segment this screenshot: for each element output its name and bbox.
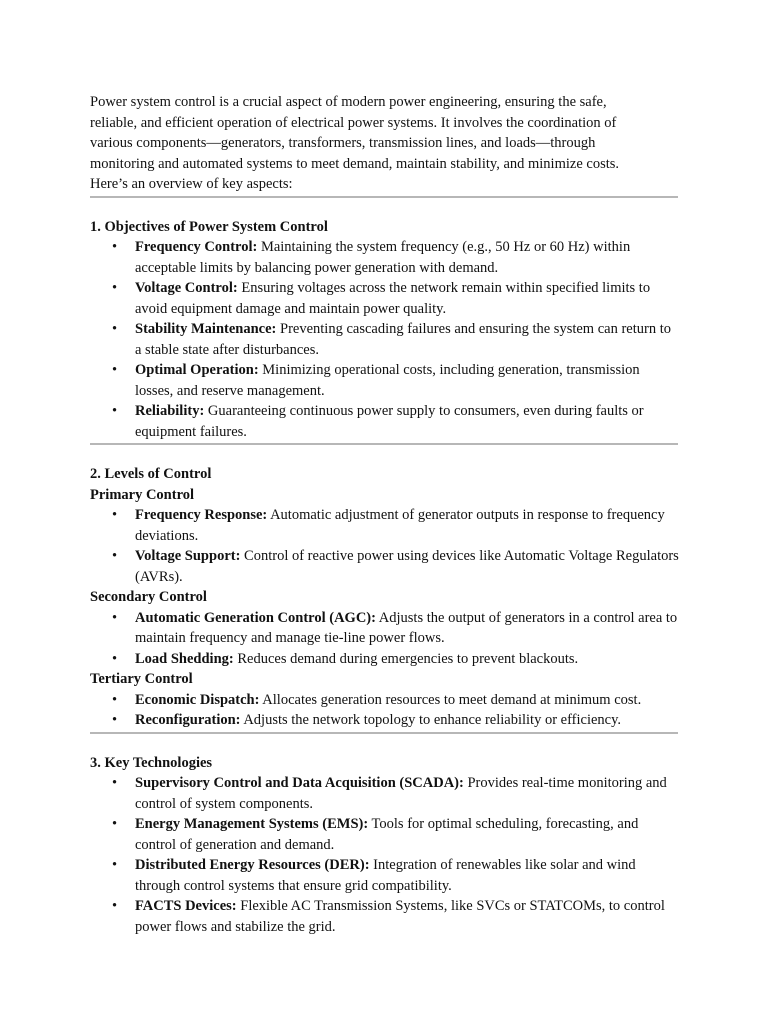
- list-item: [90, 505, 680, 546]
- list-item: [90, 814, 680, 855]
- item-text: Preventing cascading failures and ensuring the system can return to a stable state after disturbances.: [135, 321, 671, 358]
- list-item: [90, 360, 680, 401]
- subheading-secondary-control: Secondary Control: [90, 589, 207, 605]
- item-term: Voltage Support:: [135, 548, 241, 564]
- bullet-icon: •: [112, 239, 118, 255]
- bullet-list: [90, 690, 680, 731]
- list-item: [90, 773, 680, 814]
- item-text: Provides real-time monitoring and control of system components.: [135, 775, 667, 812]
- section-divider: [90, 196, 678, 198]
- bullet-list: [90, 237, 680, 442]
- item-term: Voltage Control:: [135, 280, 238, 296]
- item-term: Frequency Control:: [135, 239, 258, 255]
- section-heading: 2. Levels of Control: [90, 466, 212, 482]
- item-term: Reliability:: [135, 403, 205, 419]
- bullet-icon: •: [112, 775, 118, 791]
- section-divider: [90, 443, 678, 445]
- list-item: [90, 319, 680, 360]
- list-item: [90, 855, 680, 896]
- section-objectives: [90, 217, 680, 443]
- item-text: Flexible AC Transmission Systems, like SVCs or STATCOMs, to control power flows and stabilize the grid.: [135, 898, 665, 935]
- item-term: FACTS Devices:: [135, 898, 237, 914]
- section-heading: 1. Objectives of Power System Control: [90, 218, 328, 235]
- list-item: [90, 649, 680, 670]
- bullet-icon: •: [112, 898, 118, 914]
- item-term: Supervisory Control and Data Acquisition (SCADA):: [135, 775, 464, 791]
- item-text: Reduces demand during emergencies to prevent blackouts.: [233, 650, 579, 667]
- list-item: [90, 401, 680, 442]
- list-item: [90, 896, 680, 937]
- bullet-icon: •: [112, 816, 118, 832]
- item-term: Economic Dispatch:: [135, 691, 260, 708]
- bullet-icon: •: [112, 403, 118, 419]
- bullet-icon: •: [112, 609, 118, 626]
- section-levels-of-control: [90, 464, 680, 731]
- item-text: Integration of renewables like solar and wind through control systems that ensure grid compatibility.: [135, 857, 636, 894]
- item-text: Guaranteeing continuous power supply to consumers, even during faults or equipment failures.: [135, 403, 644, 440]
- list-item: [90, 237, 680, 278]
- list-item: [90, 608, 680, 649]
- document-page: [90, 92, 680, 937]
- item-text: Control of reactive power using devices like Automatic Voltage Regulators (AVRs).: [135, 548, 679, 585]
- subheading-tertiary-control: Tertiary Control: [90, 671, 193, 687]
- item-text: Tools for optimal scheduling, forecasting, and control of generation and demand.: [135, 816, 639, 853]
- item-term: Optimal Operation:: [135, 362, 259, 378]
- item-text: Allocates generation resources to meet demand at minimum cost.: [259, 691, 642, 708]
- item-term: Stability Maintenance:: [135, 321, 277, 337]
- bullet-icon: •: [112, 507, 118, 523]
- bullet-icon: •: [112, 321, 118, 337]
- bullet-icon: •: [112, 712, 118, 728]
- item-text: Automatic adjustment of generator outputs in response to frequency deviations.: [135, 507, 665, 544]
- list-item: [90, 278, 680, 319]
- section-divider: [90, 732, 678, 734]
- item-text: Minimizing operational costs, including generation, transmission losses, and reserve management.: [135, 362, 640, 399]
- bullet-icon: •: [112, 650, 118, 667]
- subheading-primary-control: Primary Control: [90, 486, 195, 503]
- intro-paragraph: Power system control is a crucial aspect of modern power engineering, ensuring the safe, reliable, and efficient operation of electrical power systems. It involves the coordination of various components—generators, transformers, transmission lines, and loads—through monitoring and automated systems to meet demand, maintain stability, and minimize costs. Here’s an overview of key aspects:: [90, 94, 620, 192]
- item-text: Ensuring voltages across the network remain within specified limits to avoid equipment damage and maintain power quality.: [135, 280, 651, 317]
- item-term: Distributed Energy Resources (DER):: [135, 857, 370, 873]
- item-term: Automatic Generation Control (AGC):: [135, 609, 376, 626]
- item-term: Frequency Response:: [135, 507, 268, 523]
- bullet-list: [90, 773, 680, 937]
- list-item: [90, 690, 680, 711]
- item-term: Energy Management Systems (EMS):: [135, 816, 369, 832]
- bullet-icon: •: [112, 362, 118, 378]
- section-heading: 3. Key Technologies: [90, 754, 213, 771]
- bullet-icon: •: [112, 691, 118, 708]
- bullet-icon: •: [112, 548, 118, 564]
- item-text: Adjusts the output of generators in a control area to maintain frequency and manage tie-line power flows.: [135, 609, 678, 646]
- item-term: Reconfiguration:: [135, 712, 241, 728]
- bullet-icon: •: [112, 857, 118, 873]
- item-text: Maintaining the system frequency (e.g., 50 Hz or 60 Hz) within acceptable limits by balancing power generation with demand.: [135, 239, 631, 276]
- list-item: [90, 710, 680, 731]
- list-item: [90, 546, 680, 587]
- item-term: Load Shedding:: [135, 650, 234, 667]
- bullet-icon: •: [112, 280, 118, 296]
- bullet-list: [90, 505, 680, 587]
- section-key-technologies: [90, 753, 680, 938]
- item-text: Adjusts the network topology to enhance reliability or efficiency.: [240, 712, 622, 728]
- bullet-list: [90, 608, 680, 670]
